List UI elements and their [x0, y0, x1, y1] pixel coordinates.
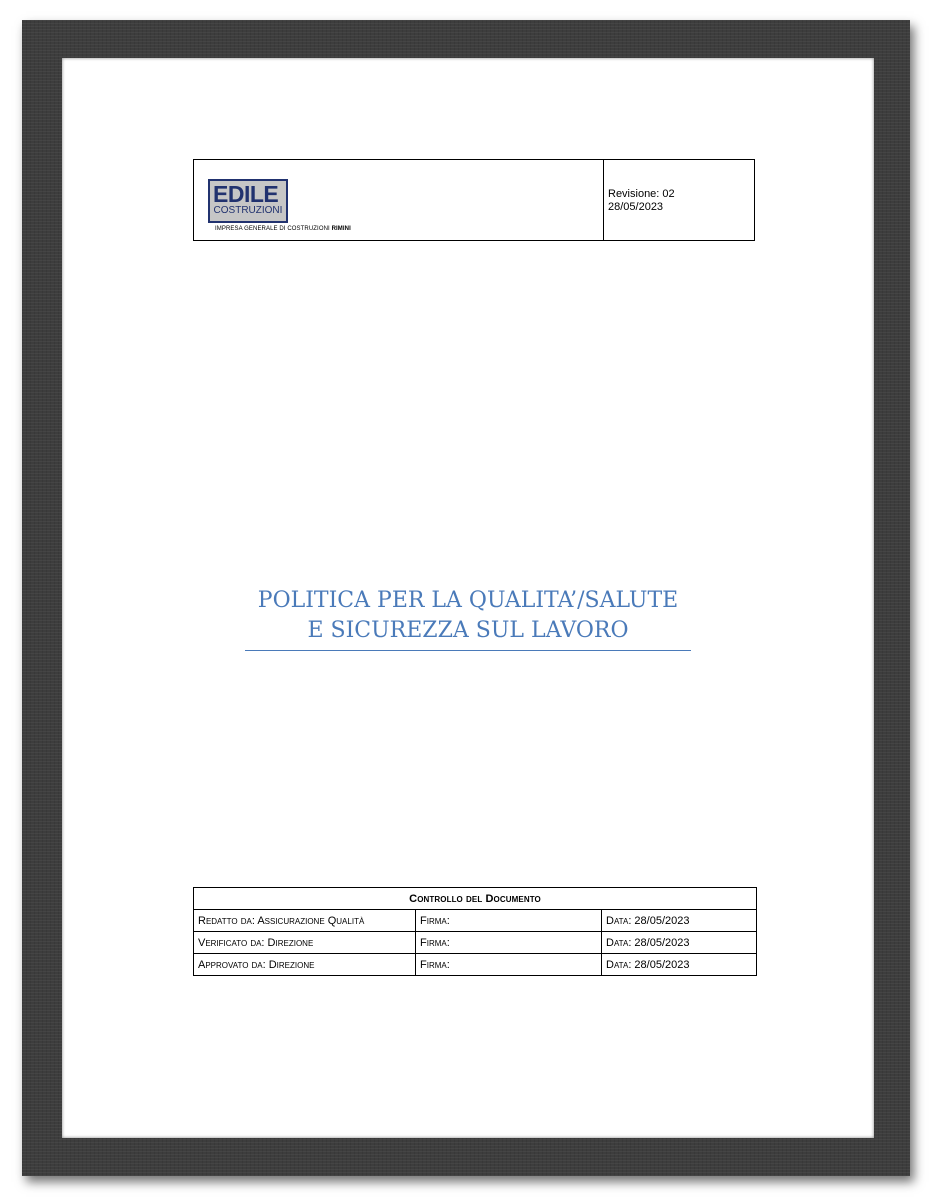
control-table-heading-text: Controllo del Documento: [409, 892, 541, 905]
role-text: Redatto da: Assicurazione Qualità: [198, 914, 365, 927]
logo-tagline: [215, 225, 351, 233]
signature-text: Firma:: [420, 958, 450, 971]
logo-brand-secondary: COSTRUZIONI: [213, 205, 283, 216]
logo-tagline-text: IMPRESA GENERALE DI COSTRUZIONI: [215, 226, 330, 232]
title-underline: [245, 650, 691, 651]
revision-date: 28/05/2023: [608, 201, 664, 213]
table-row: [194, 954, 757, 976]
role-cell: [194, 932, 416, 954]
signature-cell: [416, 954, 602, 976]
role-cell: [194, 954, 416, 976]
logo-brand-primary: EDILE: [213, 181, 279, 207]
control-table-heading: [194, 888, 757, 910]
date-text: Data: 28/05/2023: [606, 914, 690, 927]
control-table-heading-row: [194, 888, 757, 910]
signature-cell: [416, 932, 602, 954]
date-cell: [602, 910, 757, 932]
header-revision-cell: [604, 160, 754, 240]
signature-text: Firma:: [420, 936, 450, 949]
company-logo: [208, 179, 288, 223]
role-text: Approvato da: Direzione: [198, 958, 315, 971]
title-line-2: E SICUREZZA SUL LAVORO: [307, 618, 629, 643]
table-row: [194, 932, 757, 954]
logo-tagline-city: RIMINI: [331, 226, 351, 232]
date-cell: [602, 954, 757, 976]
document-title: [245, 586, 691, 646]
header-logo-cell: [194, 160, 604, 240]
table-row: [194, 910, 757, 932]
date-cell: [602, 932, 757, 954]
document-control-table: [193, 887, 757, 976]
signature-text: Firma:: [420, 914, 450, 927]
title-line-1: POLITICA PER LA QUALITA’/SALUTE: [257, 588, 679, 613]
date-text: Data: 28/05/2023: [606, 958, 690, 971]
revision-label: Revisione: 02: [608, 188, 675, 200]
signature-cell: [416, 910, 602, 932]
role-cell: [194, 910, 416, 932]
role-text: Verificato da: Direzione: [198, 936, 314, 949]
document-header: [193, 159, 755, 241]
date-text: Data: 28/05/2023: [606, 936, 690, 949]
